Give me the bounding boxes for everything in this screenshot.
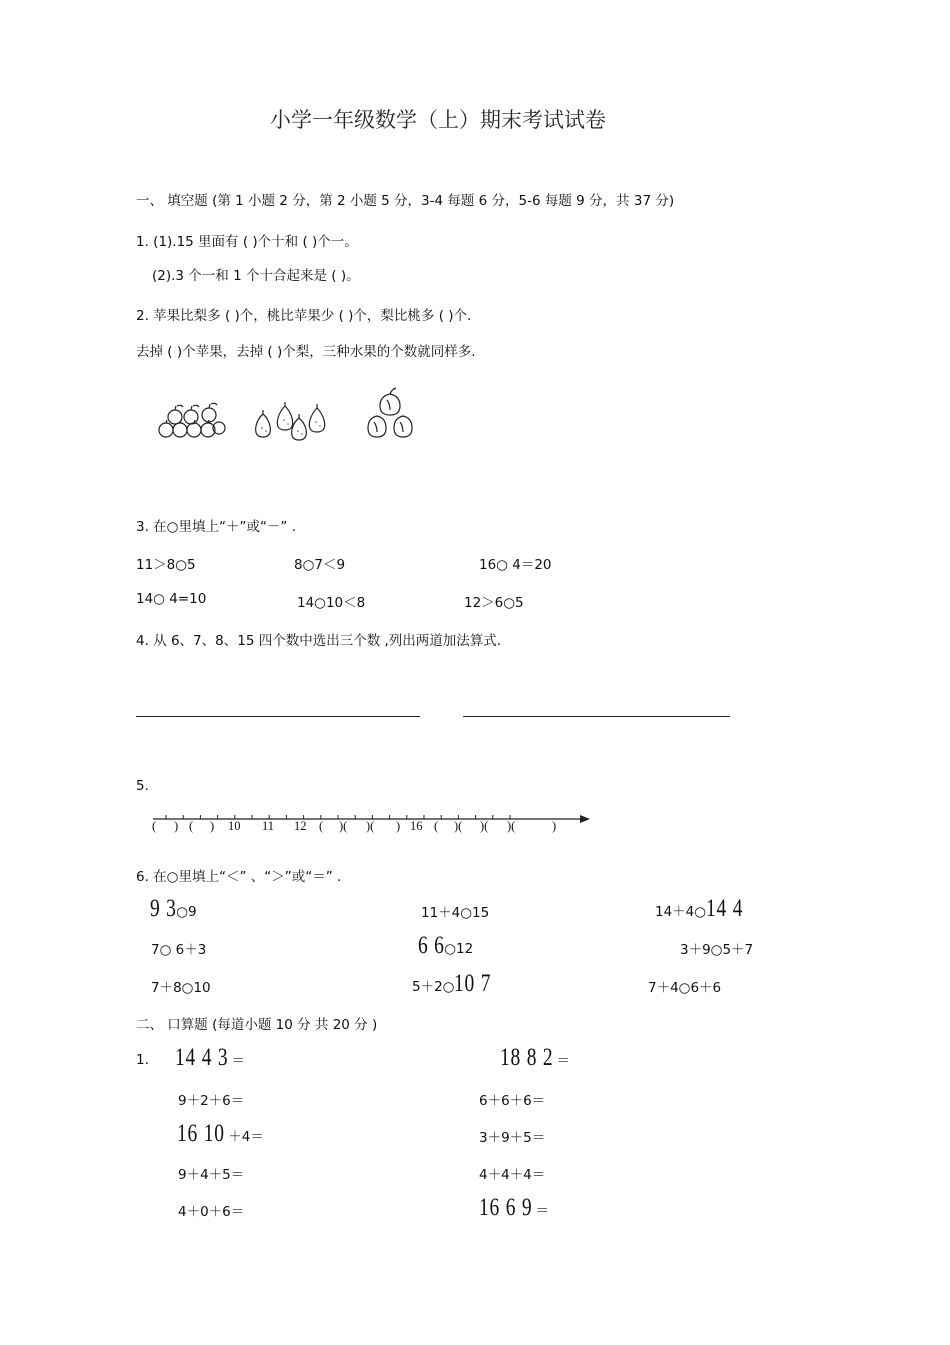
- page-title: 小学一年级数学（上）期末考试试卷: [270, 108, 606, 132]
- nl-label: ): [552, 819, 557, 833]
- q3-item: 8○7＜9: [294, 557, 346, 573]
- oral-tail: ＝: [231, 1053, 245, 1069]
- q6-tail: ○12: [444, 941, 474, 957]
- q1-line-1: 1. (1).15 里面有 ( )个十和 ( )个一。: [136, 234, 358, 250]
- nl-label: (: [189, 819, 194, 833]
- oral-tail: ＝: [535, 1203, 549, 1219]
- q4-answer-line-1[interactable]: [136, 716, 420, 717]
- oral-tail: ＋4＝: [228, 1129, 264, 1145]
- q3-item: 14○ 4=10: [136, 591, 207, 607]
- nl-label: ): [210, 819, 215, 833]
- nl-label: (: [319, 819, 324, 833]
- nl-label: 12: [294, 819, 307, 833]
- nl-label: )(: [339, 819, 348, 833]
- oral-item: [175, 1042, 245, 1074]
- pears-illustration: [250, 400, 330, 442]
- oral-big-text: 16 10: [177, 1120, 225, 1147]
- nl-label: 11: [262, 819, 275, 833]
- nl-label: ): [174, 819, 179, 833]
- section-1-header: 一、 填空题 (第 1 小题 2 分，第 2 小题 5 分，3-4 每题 6 分，5-6 每题 9 分，共 37 分): [136, 193, 675, 209]
- q5-number: 5.: [136, 778, 149, 794]
- q6-item: [655, 893, 754, 925]
- q3-item: 12＞6○5: [464, 595, 524, 611]
- oral-item: 4＋0＋6＝: [178, 1204, 245, 1220]
- nl-label: )(: [366, 819, 375, 833]
- q6-tail: ○9: [176, 904, 197, 920]
- q3-item: 11＞8○5: [136, 557, 196, 573]
- oral-item: [177, 1118, 264, 1150]
- q6-item: 7＋8○10: [151, 980, 211, 996]
- q3-item: 14○10＜8: [297, 595, 366, 611]
- oral-item: 6＋6＋6＝: [479, 1093, 546, 1109]
- oral-item: [479, 1192, 549, 1224]
- oral-item: 9＋4＋5＝: [178, 1167, 245, 1183]
- q6-item: 7○ 6＋3: [151, 942, 207, 958]
- q6-big-text: 14 4: [706, 895, 744, 922]
- q3-prompt: 3. 在○里填上“＋”或“－” .: [136, 519, 297, 535]
- q2-line-2: 去掉 ( )个苹果，去掉 ( )个梨，三种水果的个数就同样多.: [136, 344, 476, 360]
- section-2-header: 二、 口算题 (每道小题 10 分 共 20 分 ): [136, 1017, 378, 1033]
- oral-big-text: 18 8 2: [500, 1044, 554, 1071]
- q6-head: 5＋2○: [412, 979, 455, 995]
- peaches-illustration: [363, 386, 419, 442]
- q1-line-2: (2).3 个一和 1 个十合起来是 ( )。: [152, 268, 360, 284]
- q6-item: 7＋4○6＋6: [648, 980, 722, 996]
- oral-big-text: 16 6 9: [479, 1194, 533, 1221]
- oral-item: 3＋9＋5＝: [479, 1130, 546, 1146]
- q6-big-text: 9 3: [150, 895, 177, 922]
- q6-item: 3＋9○5＋7: [680, 942, 754, 958]
- oral-number: 1.: [136, 1052, 149, 1068]
- apples-illustration: [155, 400, 230, 442]
- oral-item: 4＋4＋4＝: [479, 1167, 546, 1183]
- q6-item: 11＋4○15: [421, 905, 490, 921]
- q6-big-text: 6 6: [418, 932, 445, 959]
- q6-big-text: 10 7: [454, 970, 492, 997]
- q4-answer-line-2[interactable]: [463, 716, 730, 717]
- oral-big-text: 14 4 3: [175, 1044, 229, 1071]
- q3-item: 16○ 4＝20: [479, 557, 552, 573]
- nl-label: ): [396, 819, 401, 833]
- oral-item: 9＋2＋6＝: [178, 1093, 245, 1109]
- nl-label: )(: [480, 819, 489, 833]
- q6-prompt: 6. 在○里填上“＜” 、“＞”或“＝” .: [136, 869, 342, 885]
- nl-label: (: [152, 819, 157, 833]
- oral-tail: ＝: [556, 1053, 570, 1069]
- nl-label: 10: [228, 819, 241, 833]
- number-line-labels: [152, 819, 572, 837]
- q4-prompt: 4. 从 6、7、8、15 四个数中选出三个数 ,列出两道加法算式.: [136, 633, 502, 649]
- nl-label: )(: [507, 819, 516, 833]
- nl-label: (: [434, 819, 439, 833]
- q6-item: [418, 930, 473, 962]
- q2-line-1: 2. 苹果比梨多 ( )个，桃比苹果少 ( )个，梨比桃多 ( )个.: [136, 308, 472, 324]
- q6-head: 14＋4○: [655, 904, 707, 920]
- q6-item: [150, 893, 197, 925]
- nl-label: )(: [454, 819, 463, 833]
- nl-label: 16: [410, 819, 423, 833]
- oral-item: [500, 1042, 570, 1074]
- q6-item: [412, 968, 502, 1000]
